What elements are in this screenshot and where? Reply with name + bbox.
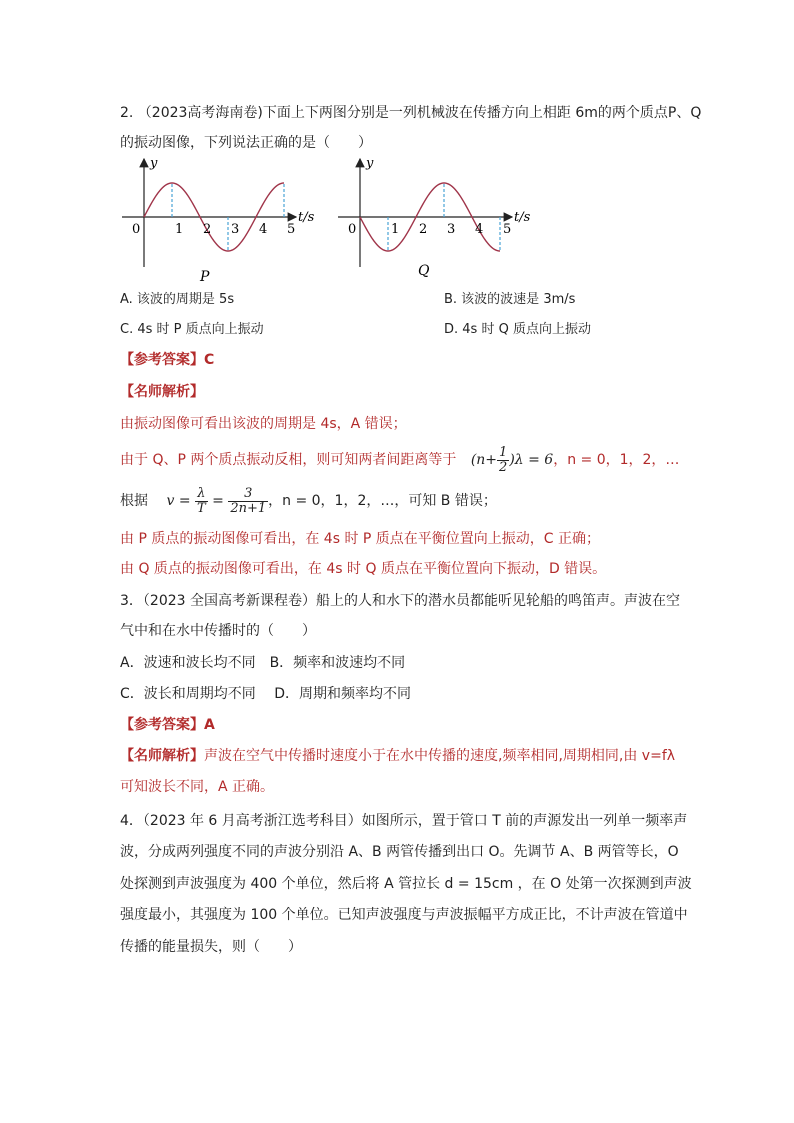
graph-p-y-label: y xyxy=(150,156,158,171)
graph-q-tick-3: 3 xyxy=(447,222,456,237)
q2-analysis-heading: 【名师解析】 xyxy=(120,384,204,400)
graph-q-tick-5: 5 xyxy=(503,222,512,237)
q2-velocity-frac1 xyxy=(195,487,208,516)
graph-q-tick-4: 4 xyxy=(475,222,484,237)
q3-stem-line1: 3．（2023 全国高考新课程卷）船上的人和水下的潜水员都能听见轮船的鸣笛声。声波在空 xyxy=(120,593,680,609)
q2-formula-half-num: 1 xyxy=(499,444,508,460)
q2-analysis-line3-text: 根据 xyxy=(120,493,148,509)
graph-q-tick-2: 2 xyxy=(419,222,428,237)
q2-option-a: A. 该波的周期是 5s xyxy=(120,292,235,307)
q2-option-c: C. 4s 时 P 质点向上振动 xyxy=(120,322,264,337)
q2-formula-half-den: 2 xyxy=(499,459,508,475)
q2-velocity-frac2-den: 2n+1 xyxy=(230,500,267,516)
q2-option-b: B. 该波的波速是 3m/s xyxy=(444,292,576,307)
q4-stem-line2: 波，分成两列强度不同的声波分别沿 A、B 两管传播到出口 O。先调节 A、B 两管等长，O xyxy=(120,844,679,860)
q3-analysis-line2: 可知波长不同，A 正确。 xyxy=(120,779,275,795)
q3-analysis-line1: 声波在空气中传播时速度小于在水中传播的速度,频率相同,周期相同,由 v=fλ xyxy=(204,748,676,764)
q2-velocity-frac1-num: λ xyxy=(195,487,208,502)
q2-velocity-eq: = xyxy=(212,493,224,509)
q2-velocity-lhs: v = xyxy=(166,493,191,509)
q2-analysis-line3-tail: ，n = 0，1，2，…，可知 B 错误； xyxy=(268,493,497,509)
graph-p xyxy=(118,155,318,285)
q2-formula-part1: (n+ xyxy=(470,452,498,468)
graph-p-tick-3: 3 xyxy=(231,222,240,237)
graph-p-caption: P xyxy=(200,269,210,285)
q2-analysis-line4: 由 P 质点的振动图像可看出，在 4s 时 P 质点在平衡位置向上振动，C 正确； xyxy=(120,531,601,547)
q2-analysis-line5: 由 Q 质点的振动图像可看出，在 4s 时 Q 质点在平衡位置向下振动，D 错误。 xyxy=(120,561,607,577)
q4-stem-line5: 传播的能量损失，则（ ） xyxy=(120,939,302,955)
graph-q-caption: Q xyxy=(418,263,430,279)
q4-stem-line3: 处探测到声波强度为 400 个单位，然后将 A 管拉长 d = 15cm ，在 O 处第一次探测到声波 xyxy=(120,876,692,892)
graph-q-tick-0: 0 xyxy=(348,222,357,237)
q2-stem-line2: 的振动图像，下列说法正确的是（ ） xyxy=(120,135,372,151)
q2-stem-line1: 2. （2023高考海南卷)下面上下两图分别是一列机械波在传播方向上相距 6m的两个质点P、Q xyxy=(120,105,702,121)
graph-p-tick-4: 4 xyxy=(259,222,268,237)
graph-q-x-label: t/s xyxy=(514,210,531,225)
q3-answer: 【参考答案】A xyxy=(120,717,215,733)
q2-analysis-line3 xyxy=(120,481,497,521)
graph-p-tick-0: 0 xyxy=(132,222,141,237)
q4-stem-line4: 强度最小，其强度为 100 个单位。已知声波强度与声波振幅平方成正比，不计声波在管道中 xyxy=(120,907,688,923)
q3-analysis xyxy=(120,746,675,766)
q2-option-d: D. 4s 时 Q 质点向上振动 xyxy=(444,322,591,337)
q2-formula-part3: ，n = 0，1，2，… xyxy=(553,452,680,468)
q2-velocity-frac1-den: T xyxy=(197,500,206,516)
q3-analysis-heading: 【名师解析】 xyxy=(120,748,204,764)
q3-options-line2: C．波长和周期均不同 D．周期和频率均不同 xyxy=(120,686,412,702)
graph-p-x-label: t/s xyxy=(298,210,315,225)
graph-q-tick-1: 1 xyxy=(391,222,400,237)
q2-analysis-line2 xyxy=(120,443,679,477)
q2-velocity-frac2 xyxy=(228,487,268,516)
q3-stem-line2: 气中和在水中传播时的（ ） xyxy=(120,623,316,639)
q4-stem-line1: 4．（2023 年 6 月高考浙江选考科目）如图所示，置于管口 T 前的声源发出一列单一频率声 xyxy=(120,813,688,829)
q3-options-line1: A．波速和波长均不同 B．频率和波速均不同 xyxy=(120,655,406,671)
graph-p-tick-2: 2 xyxy=(203,222,212,237)
q2-analysis-line1: 由振动图像可看出该波的周期是 4s，A 错误； xyxy=(120,416,407,432)
q2-formula-part2: )λ = 6 xyxy=(509,452,554,468)
graph-p-tick-1: 1 xyxy=(175,222,184,237)
graph-q-y-label: y xyxy=(366,156,374,171)
q2-velocity-frac2-num: 3 xyxy=(228,487,268,502)
q2-answer: 【参考答案】C xyxy=(120,352,215,368)
graph-p-tick-5: 5 xyxy=(287,222,296,237)
q2-analysis-line2-text: 由于 Q、P 两个质点振动反相，则可知两者间距离等于 xyxy=(120,452,457,468)
q2-formula-half xyxy=(497,446,509,475)
graph-q xyxy=(334,155,534,285)
